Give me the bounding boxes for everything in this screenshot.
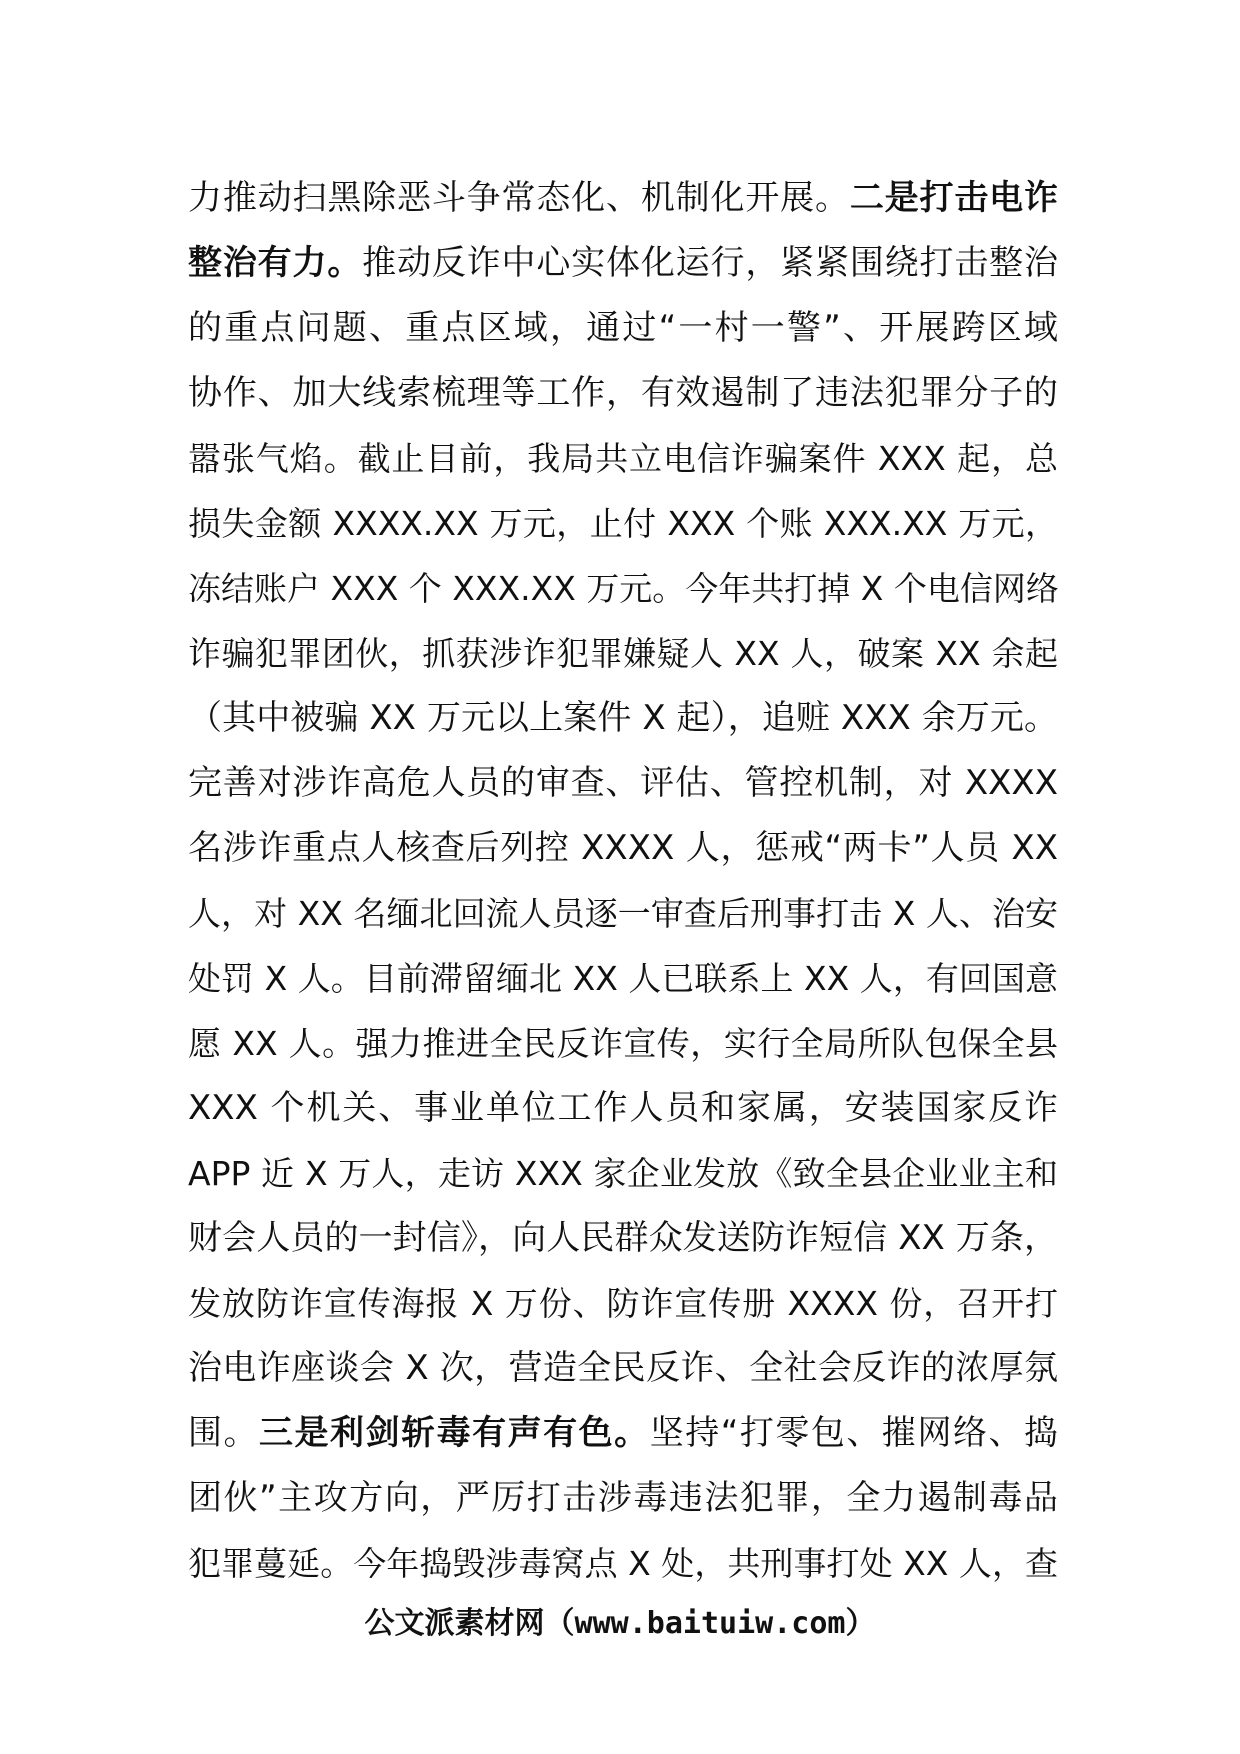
text-line-6: 损失金额 XXXX.XX 万元，止付 XXX 个账 XXX.XX 万元，	[188, 504, 1058, 543]
text-line-17: 财会人员的一封信》，向人民群众发送防诈短信 XX 万条，	[188, 1218, 1058, 1258]
text-line-9: （其中被骗 XX 万元以上案件 X 起），追赃 XXX 余万元。	[188, 698, 1058, 738]
text-line-7: 冻结账户 XXX 个 XXX.XX 万元。今年共打掉 X 个电信网络	[188, 569, 1059, 608]
text-line-3: 的重点问题、重点区域，通过“一村一警”、开展跨区域	[188, 308, 1058, 348]
text-line-13: 处罚 X 人。目前滞留缅北 XX 人已联系上 XX 人，有回国意	[188, 959, 1058, 998]
text-line-19: 治电诈座谈会 X 次，营造全民反诈、全社会反诈的浓厚氛	[188, 1348, 1058, 1388]
text-line-4: 协作、加大线索梳理等工作，有效遏制了违法犯罪分子的	[188, 373, 1058, 413]
text-line-10: 完善对涉诈高危人员的审查、评估、管控机制，对 XXXX	[188, 763, 1058, 803]
text-line-8: 诈骗犯罪团伙，抓获涉诈犯罪嫌疑人 XX 人，破案 XX 余起	[188, 634, 1058, 673]
text-line-12: 人，对 XX 名缅北回流人员逐一审查后刑事打击 X 人、治安	[188, 894, 1058, 933]
document-body	[188, 166, 1058, 1596]
text-line-16: APP 近 X 万人，走访 XXX 家企业发放《致全县企业业主和	[188, 1154, 1058, 1193]
footer-site-name: 公文派素材网	[364, 1606, 545, 1641]
text-line-21: 团伙”主攻方向，严厉打击涉毒违法犯罪，全力遏制毒品	[188, 1478, 1058, 1518]
footer-url[interactable]: www.baituiw.com	[574, 1606, 846, 1641]
text-line-22: 犯罪蔓延。今年捣毁涉毒窝点 X 处，共刑事打处 XX 人，查	[188, 1544, 1058, 1583]
text-line-1: 力推动扫黑除恶斗争常态化、机制化开展。二是打击电诈	[188, 178, 1059, 218]
text-line-14: 愿 XX 人。强力推进全民反诈宣传，实行全局所队包保全县	[188, 1024, 1058, 1063]
footer-watermark: 公文派素材网（www.baituiw.com）	[364, 1606, 876, 1641]
text-line-18: 发放防诈宣传海报 X 万份、防诈宣传册 XXXX 份，召开打	[188, 1284, 1058, 1323]
heading-inline-2: 二是打击电诈	[849, 178, 1059, 218]
heading-inline-2-cont: 整治有力。	[188, 243, 363, 283]
heading-inline-3: 三是利剑斩毒有声有色。	[259, 1413, 650, 1453]
text-line-5: 嚣张气焰。截止目前，我局共立电信诈骗案件 XXX 起，总	[188, 439, 1058, 478]
text-line-20: 围。三是利剑斩毒有声有色。坚持“打零包、摧网络、捣	[188, 1413, 1058, 1453]
text-line-11: 名涉诈重点人核查后列控 XXXX 人，惩戒“两卡”人员 XX	[188, 828, 1058, 868]
text-line-2: 整治有力。推动反诈中心实体化运行，紧紧围绕打击整治	[188, 243, 1059, 283]
text-line-15: XXX 个机关、事业单位工作人员和家属，安装国家反诈	[188, 1088, 1058, 1128]
